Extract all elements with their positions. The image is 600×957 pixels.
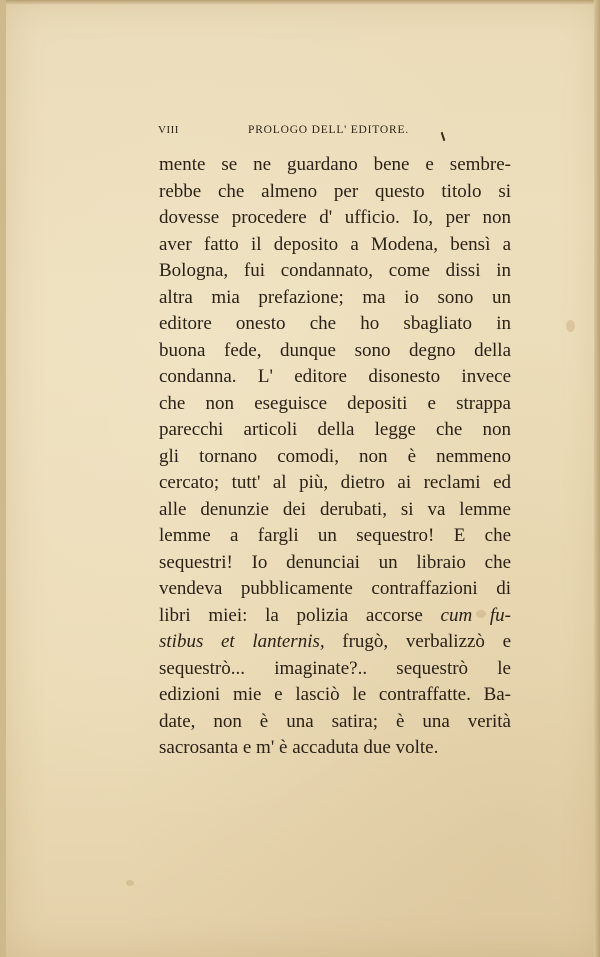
foxing-spot	[126, 880, 134, 886]
foxing-spot	[566, 320, 575, 332]
page-top-edge	[6, 0, 600, 5]
text-line: vendeva pubblicamente contraffazioni di	[159, 578, 511, 599]
text-line: sacrosanta e m' è accaduta due volte.	[159, 737, 439, 758]
page-right-edge	[594, 0, 600, 957]
text-line: che non eseguisce depositi e strappa	[159, 392, 511, 414]
text-line-with-italic	[159, 629, 511, 656]
italic-phrase: cum fu-	[440, 604, 511, 626]
text-line: buona fede, dunque sono degno della	[159, 339, 511, 361]
text-line: condanna. L' editore disonesto invece	[159, 366, 511, 387]
page-header	[158, 124, 510, 144]
text-line: altra mia prefazione; ma io sono un	[159, 286, 511, 308]
body-text	[159, 152, 511, 762]
text-line: date, non è una satira; è una verità	[159, 710, 511, 732]
text-line: sequestri! Io denunciai un libraio che	[159, 551, 511, 573]
text-line: aver fatto il deposito a Modena, bensì a	[159, 233, 511, 255]
text-line-with-italic	[159, 603, 511, 630]
text-line: rebbe che almeno per questo titolo si	[159, 180, 511, 202]
text-line: alle denunzie dei derubati, si va lemme	[159, 498, 511, 520]
text-line: parecchi articoli della legge che non	[159, 419, 511, 440]
text-line: editore onesto che ho sbagliato in	[159, 313, 511, 334]
page-number: VIII	[158, 124, 179, 136]
text-line: mente se ne guardano bene e sembre-	[159, 154, 511, 175]
text-line: sequestrò... imaginate?.. sequestrò le	[159, 657, 511, 679]
text-line: dovesse procedere d' ufficio. Io, per non	[159, 207, 511, 228]
text-line: gli tornano comodi, non è nemmeno	[159, 445, 511, 467]
running-head: PROLOGO DELL' EDITORE.	[248, 124, 409, 136]
text-line: lemme a fargli un sequestro! E che	[159, 525, 511, 546]
text-segment: frugò, verbalizzò e	[342, 631, 511, 652]
text-line: cercato; tutt' al più, dietro ai reclami ed	[159, 472, 511, 493]
italic-phrase: stibus et lanternis,	[159, 631, 325, 652]
text-segment: libri miei: la polizia accorse	[159, 604, 423, 626]
ink-mark	[441, 132, 446, 141]
text-line: Bologna, fui condannato, come dissi in	[159, 260, 511, 281]
text-line: edizioni mie e lasciò le contraffatte. Ba-	[159, 684, 511, 705]
